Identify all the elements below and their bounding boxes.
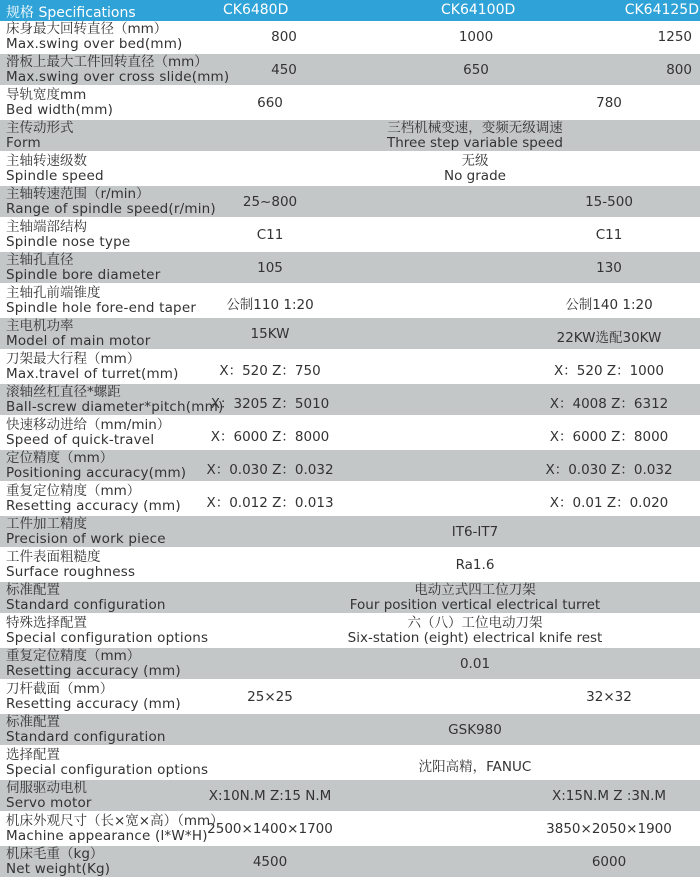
- table-row: [0, 813, 700, 845]
- row-label: [6, 715, 166, 745]
- value-ck6480d: 450: [271, 62, 297, 78]
- table-row: [0, 681, 700, 713]
- row-label-en: Spindle nose type: [6, 234, 131, 250]
- row-label-en: Spindle speed: [6, 168, 104, 184]
- value-all-models: [250, 121, 700, 151]
- row-label-cn: 机床毛重（kg）: [6, 846, 104, 862]
- row-label-en: Special configuration options: [6, 762, 209, 778]
- row-label-en: Machine appearance (l*W*H): [6, 828, 208, 844]
- value-ck6480d: 800: [271, 29, 297, 45]
- row-label-cn: 床身最大回转直径（mm）: [6, 21, 168, 37]
- row-label-cn: 主电机功率: [6, 318, 74, 334]
- value-all-models: [250, 154, 700, 184]
- value-cn: 电动立式四工位刀架: [414, 582, 536, 598]
- value-ck64100d: 1000: [458, 29, 494, 45]
- value-ck64125d: 800: [666, 62, 692, 78]
- table-row: [0, 780, 700, 812]
- value-ck6480d: 660: [257, 95, 283, 111]
- header-model-ck6480d: CK6480D: [223, 2, 289, 18]
- value-ck6480d: 4500: [252, 854, 288, 870]
- value-cn: 六（八）工位电动刀架: [407, 615, 543, 631]
- row-label-en: Special configuration options: [6, 630, 209, 646]
- value-all-models: 沈阳高精，FANUC: [418, 759, 532, 775]
- row-label-en: Precision of work piece: [6, 531, 166, 547]
- row-label: [6, 22, 183, 52]
- table-row: [0, 549, 700, 581]
- value-ck64100d-ck64125d: X：6000 Z：8000: [549, 429, 669, 445]
- row-label: [6, 418, 170, 448]
- value-ck64100d-ck64125d: 6000: [591, 854, 627, 870]
- row-label: [6, 121, 74, 151]
- row-label: [6, 649, 181, 679]
- table-row: [0, 285, 700, 317]
- row-label-en: Spindle bore diameter: [6, 267, 161, 283]
- value-ck64100d-ck64125d: X：0.01 Z：0.020: [549, 495, 669, 511]
- row-label-cn: 主轴孔直径: [6, 252, 74, 268]
- value-ck64100d-ck64125d: X：520 Z：1000: [554, 363, 664, 379]
- value-en: Six-station (eight) electrical knife rest: [347, 630, 603, 646]
- row-label-en: Resetting accuracy (mm): [6, 498, 181, 514]
- row-label-en: Surface roughness: [6, 564, 136, 580]
- value-ck64100d-ck64125d: X：0.030 Z：0.032: [545, 462, 673, 478]
- table-row: [0, 186, 700, 218]
- row-label-en: Max.swing over bed(mm): [6, 36, 183, 52]
- row-label-en: Resetting accuracy (mm): [6, 696, 181, 712]
- value-all-models: 0.01: [459, 656, 491, 672]
- row-label-cn: 标准配置: [6, 714, 60, 730]
- value-ck6480d: 105: [257, 260, 283, 276]
- row-label-cn: 导轨宽度mm: [6, 87, 87, 103]
- table-row: [0, 318, 700, 350]
- row-label-cn: 重复定位精度（mm）: [6, 483, 141, 499]
- row-label-en: Form: [6, 135, 41, 151]
- table-row: [0, 21, 700, 53]
- value-all-models: [250, 583, 700, 613]
- table-row: [0, 747, 700, 779]
- row-label-en: Speed of quick-travel: [6, 432, 155, 448]
- row-label: [6, 154, 104, 184]
- table-row: [0, 417, 700, 449]
- table-row: [0, 54, 700, 86]
- row-label: [6, 814, 224, 844]
- row-label-cn: 重复定位精度（mm）: [6, 648, 141, 664]
- row-label: [6, 88, 113, 118]
- row-label: [6, 847, 110, 877]
- row-label-cn: 定位精度（mm）: [6, 450, 114, 466]
- row-label: [6, 781, 92, 811]
- row-label: [6, 55, 229, 85]
- value-ck6480d: X：3205 Z：5010: [210, 396, 330, 412]
- row-label: [6, 616, 208, 646]
- row-label-en: Standard configuration: [6, 597, 166, 613]
- value-ck64100d-ck64125d: 3850×2050×1900: [546, 821, 672, 837]
- row-label-cn: 主轴孔前端锥度: [6, 285, 101, 301]
- row-label: [6, 484, 181, 514]
- value-en: Three step variable speed: [387, 135, 563, 151]
- row-label: [6, 385, 223, 415]
- row-label-cn: 工件表面粗糙度: [6, 549, 101, 565]
- value-ck64100d-ck64125d: X:15N.M Z :3N.M: [551, 788, 667, 804]
- row-label-en: Servo motor: [6, 795, 92, 811]
- table-row: [0, 516, 700, 548]
- table-header: [0, 0, 700, 21]
- table-row: [0, 252, 700, 284]
- row-label-cn: 滑板上最大工件回转直径（mm）: [6, 54, 208, 70]
- table-row: [0, 615, 700, 647]
- row-label-en: Positioning accuracy(mm): [6, 465, 187, 481]
- value-ck64100d-ck64125d: 130: [596, 260, 622, 276]
- value-ck6480d: 公制110 1:20: [226, 297, 314, 313]
- value-all-models: Ra1.6: [455, 557, 495, 573]
- row-label: [6, 748, 208, 778]
- value-ck64100d-ck64125d: 32×32: [586, 689, 632, 705]
- row-label-cn: 伺服驱动电机: [6, 780, 87, 796]
- row-label: [6, 253, 160, 283]
- row-label-cn: 选择配置: [6, 747, 60, 763]
- table-row: [0, 120, 700, 152]
- value-ck64100d-ck64125d: 公制140 1:20: [565, 297, 653, 313]
- header-model-ck64100d: CK64100D: [441, 2, 516, 18]
- row-label-en: Model of main motor: [6, 333, 151, 349]
- row-label-en: Net weight(Kg): [6, 861, 111, 877]
- row-label-en: Spindle hole fore-end taper: [6, 300, 197, 316]
- value-ck6480d: X：0.030 Z：0.032: [206, 462, 334, 478]
- row-label: [6, 583, 166, 613]
- table-row: [0, 351, 700, 383]
- value-cn: 无级: [461, 153, 489, 169]
- value-ck64100d: 650: [463, 62, 489, 78]
- row-label: [6, 220, 130, 250]
- table-row: [0, 87, 700, 119]
- value-ck6480d: X：6000 Z：8000: [210, 429, 330, 445]
- header-specifications: 规格 Specifications: [6, 5, 136, 21]
- row-label-cn: 主轴转速级数: [6, 153, 87, 169]
- value-en: No grade: [444, 168, 506, 184]
- row-label-en: Range of spindle speed(r/min): [6, 201, 216, 217]
- row-label: [6, 187, 216, 217]
- table-row: [0, 384, 700, 416]
- value-ck6480d: 15KW: [250, 326, 290, 342]
- header-model-ck64125d: CK64125D: [624, 2, 699, 18]
- row-label: [6, 286, 196, 316]
- value-ck64125d: 1250: [657, 29, 692, 45]
- value-ck64100d-ck64125d: 15-500: [585, 194, 633, 210]
- value-all-models: [250, 616, 700, 646]
- row-label-en: Bed width(mm): [6, 102, 114, 118]
- value-all-models: GSK980: [448, 722, 502, 738]
- row-label-cn: 机床外观尺寸（长×宽×高）（mm）: [6, 813, 224, 829]
- table-row: [0, 648, 700, 680]
- table-row: [0, 582, 700, 614]
- row-label-en: Max.swing over cross slide(mm): [6, 69, 230, 85]
- row-label: [6, 319, 150, 349]
- value-ck6480d: X：0.012 Z：0.013: [206, 495, 334, 511]
- value-ck6480d: 25×25: [247, 689, 293, 705]
- row-label-cn: 工件加工精度: [6, 516, 87, 532]
- row-label-cn: 快速移动进给（mm/min）: [6, 417, 171, 433]
- value-ck6480d: X：520 Z：750: [219, 363, 321, 379]
- table-row: [0, 714, 700, 746]
- row-label-cn: 主传动形式: [6, 120, 74, 136]
- value-en: Four position vertical electrical turret: [349, 597, 601, 613]
- value-ck64100d-ck64125d: X：4008 Z：6312: [549, 396, 669, 412]
- row-label: [6, 550, 135, 580]
- row-label: [6, 352, 179, 382]
- row-label-cn: 主轴端部结构: [6, 219, 87, 235]
- table-row: [0, 483, 700, 515]
- row-label-cn: 刀杆截面（mm）: [6, 681, 114, 697]
- table-row: [0, 153, 700, 185]
- value-ck6480d: 2500×1400×1700: [207, 821, 333, 837]
- value-ck64100d-ck64125d: 780: [596, 95, 622, 111]
- row-label: [6, 451, 186, 481]
- table-row: [0, 846, 700, 878]
- row-label-cn: 刀架最大行程（mm）: [6, 351, 141, 367]
- row-label-cn: 滚轴丝杠直径*螺距: [6, 384, 121, 400]
- row-label-en: Resetting accuracy (mm): [6, 663, 181, 679]
- value-ck64100d-ck64125d: 22KW选配30KW: [556, 330, 662, 346]
- value-ck64100d-ck64125d: C11: [595, 227, 623, 243]
- row-label-en: Standard configuration: [6, 729, 166, 745]
- table-row: [0, 450, 700, 482]
- row-label: [6, 517, 166, 547]
- value-ck6480d: X:10N.M Z:15 N.M: [208, 788, 332, 804]
- value-ck6480d: C11: [256, 227, 284, 243]
- value-all-models: IT6-IT7: [451, 524, 499, 540]
- value-cn: 三档机械变速，变频无级调速: [387, 120, 563, 136]
- table-row: [0, 219, 700, 251]
- row-label: [6, 682, 181, 712]
- row-label-en: Ball-screw diameter*pitch(mm): [6, 399, 224, 415]
- value-ck6480d: 25~800: [242, 194, 298, 210]
- row-label-cn: 特殊选择配置: [6, 615, 87, 631]
- row-label-en: Max.travel of turret(mm): [6, 366, 179, 382]
- row-label-cn: 标准配置: [6, 582, 60, 598]
- row-label-cn: 主轴转速范围（r/min）: [6, 186, 150, 202]
